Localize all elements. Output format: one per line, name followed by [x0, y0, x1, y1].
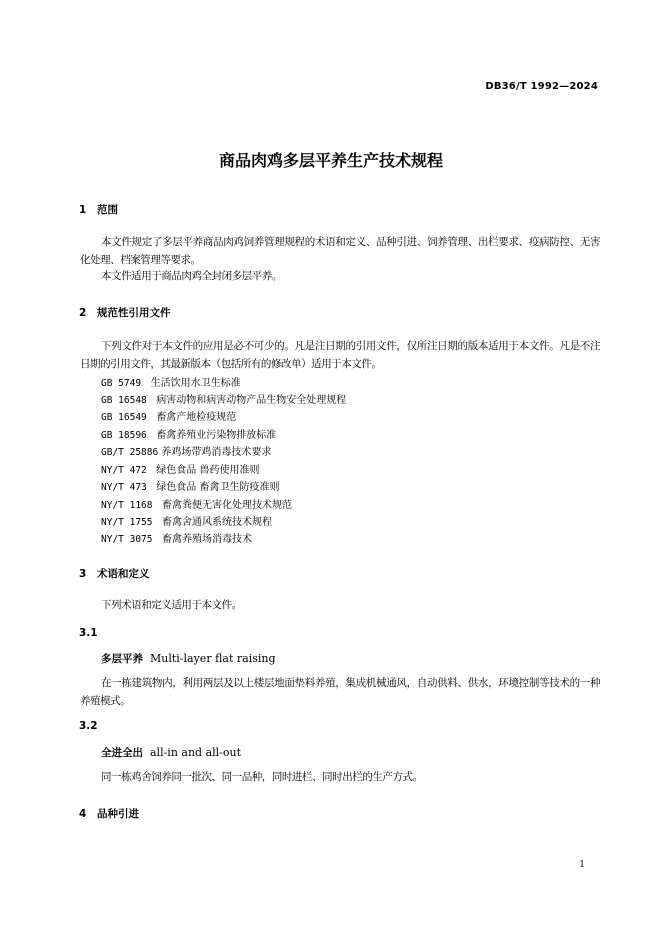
reference-item — [101, 391, 346, 406]
paragraph: 本文件适用于商品肉鸡全封闭多层平养。 — [101, 270, 282, 282]
reference-name: 畜禽舍通风系统技术规程 — [162, 517, 273, 528]
reference-code: NY/T 473 — [101, 482, 147, 493]
document-title: 商品肉鸡多层平养生产技术规程 — [218, 151, 443, 170]
section-4-heading — [79, 806, 139, 821]
reference-name: 绿色食品 畜禽卫生防疫准则 — [156, 482, 280, 493]
reference-item — [101, 478, 280, 493]
reference-item — [101, 443, 271, 458]
reference-code: NY/T 3075 — [101, 534, 153, 545]
reference-item — [101, 496, 292, 511]
reference-item — [101, 513, 272, 528]
reference-code: GB 18596 — [101, 430, 147, 441]
section-number: 4 — [79, 808, 87, 820]
reference-name: 畜禽养殖场消毒技术 — [162, 534, 253, 545]
section-number: 2 — [79, 307, 87, 319]
paragraph: 本文件规定了多层平养商品肉鸡饲养管理规程的术语和定义、品种引进、饲养管理、出栏要求、疫病防控、无害化处理、档案管理等要求。 — [80, 236, 600, 266]
term-entry — [101, 651, 276, 666]
standard-code: DB36/T 1992—2024 — [485, 81, 598, 92]
reference-item — [101, 374, 241, 389]
reference-name: 养鸡场带鸡消毒技术要求 — [161, 447, 272, 458]
reference-name: 绿色食品 兽药使用准则 — [156, 465, 260, 476]
term-english: all-in and all-out — [150, 746, 242, 759]
term-chinese: 多层平养 — [101, 653, 143, 665]
reference-code: NY/T 1168 — [101, 500, 153, 511]
reference-name: 畜禽粪便无害化处理技术规范 — [162, 500, 293, 511]
term-number: 3.2 — [79, 720, 98, 732]
reference-name: 畜禽养殖业污染物排放标准 — [156, 430, 277, 441]
term-definition: 在一栋建筑物内，利用两层及以上楼层地面垫料养殖，集成机械通风，自动供料、供水，环境控制等技术的一种养殖模式。 — [80, 677, 600, 707]
section-number: 3 — [79, 568, 87, 580]
reference-code: GB 16549 — [101, 412, 147, 423]
term-definition: 同一栋鸡舍饲养同一批次、同一品种，同时进栏、同时出栏的生产方式。 — [101, 771, 423, 783]
paragraph: 下列文件对于本文件的应用是必不可少的。凡是注日期的引用文件，仅所注日期的版本适用于本文件。凡是不注日期的引用文件，其最新版本（包括所有的修改单）适用于本文件。 — [80, 340, 600, 370]
section-1-heading — [79, 202, 118, 217]
reference-name: 病害动物和病害动物产品生物安全处理规程 — [156, 395, 347, 406]
section-title: 规范性引用文件 — [97, 307, 171, 319]
term-number: 3.1 — [79, 627, 98, 639]
reference-code: NY/T 1755 — [101, 517, 153, 528]
section-title: 术语和定义 — [97, 568, 150, 580]
reference-code: GB/T 25886 — [101, 447, 159, 458]
section-title: 品种引进 — [97, 808, 139, 820]
section-title: 范围 — [97, 204, 118, 216]
section-2-heading — [79, 305, 171, 320]
reference-name: 生活饮用水卫生标准 — [150, 378, 241, 389]
reference-item — [101, 408, 236, 423]
paragraph: 下列术语和定义适用于本文件。 — [101, 599, 242, 611]
page-number: 1 — [579, 860, 585, 870]
reference-code: GB 16548 — [101, 395, 147, 406]
term-entry — [101, 745, 241, 760]
reference-item — [101, 461, 260, 476]
reference-item — [101, 530, 252, 545]
section-3-heading — [79, 566, 150, 581]
section-number: 1 — [79, 204, 87, 216]
term-chinese: 全进全出 — [101, 747, 143, 759]
term-english: Multi-layer flat raising — [150, 652, 276, 665]
reference-code: NY/T 472 — [101, 465, 147, 476]
reference-name: 畜禽产地检疫规范 — [156, 412, 237, 423]
reference-item — [101, 426, 276, 441]
reference-code: GB 5749 — [101, 378, 142, 389]
